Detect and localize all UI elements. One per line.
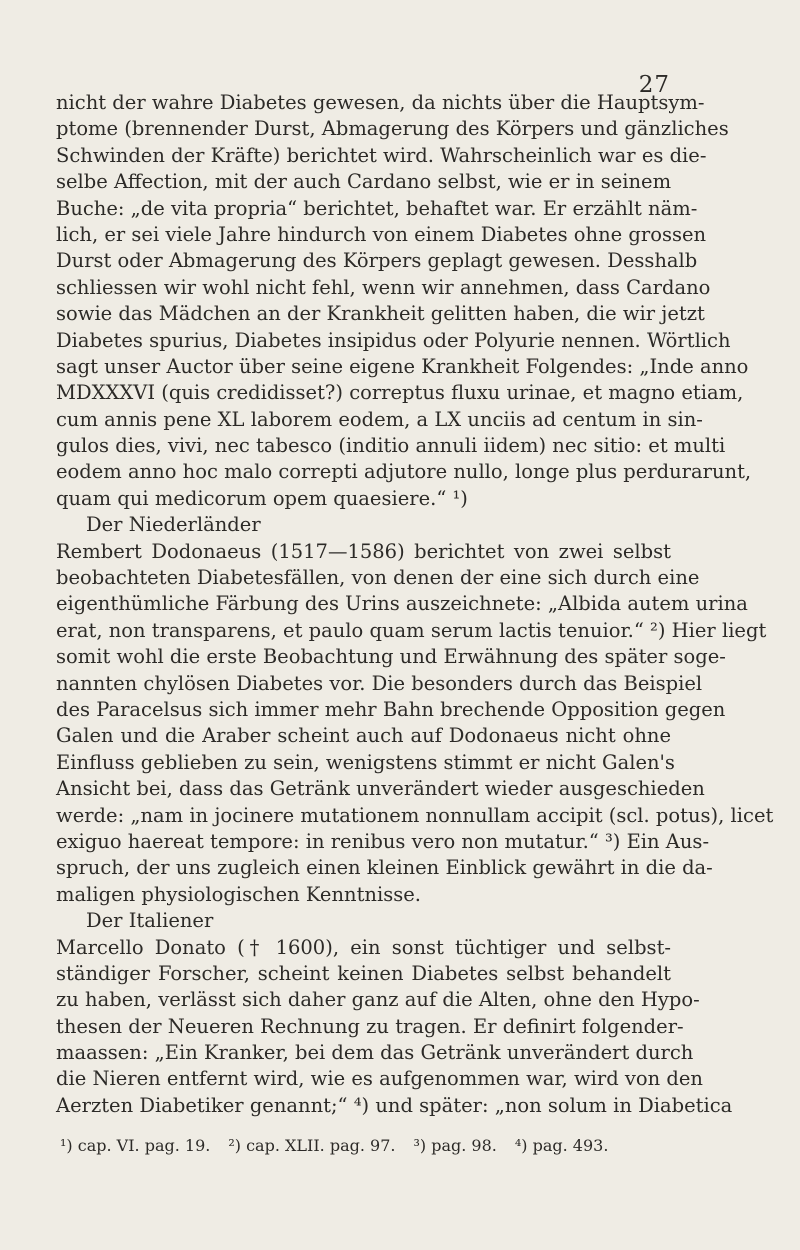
text-line: eigenthümliche Färbung des Urins auszeichnete: „Albida autem urina [56, 592, 748, 616]
text-line: erat, non transparens, et paulo quam serum lactis tenuior.“ ²) Hier liegt [56, 618, 767, 642]
text-line: Diabetes spurius, Diabetes insipidus oder Polyurie nennen. Wörtlich [56, 328, 731, 352]
text-line: lich, er sei viele Jahre hindurch von einem Diabetes ohne grossen [56, 222, 707, 246]
text-line: cum annis pene XL laborem eodem, a LX unciis ad centum in sin- [56, 407, 703, 431]
text-line: gulos dies, vivi, nec tabesco (inditio annuli iidem) nec sitio: et multi [56, 434, 726, 458]
text-line: quam qui medicorum opem quaesiere.“ ¹) [56, 486, 468, 510]
text-line: des Paracelsus sich immer mehr Bahn brechende Opposition gegen [56, 697, 726, 721]
text-line: beobachteten Diabetesfällen, von denen der eine sich durch eine [56, 566, 700, 590]
section-heading: Der Italiener [86, 909, 214, 933]
text-line: Galen und die Araber scheint auch auf Dodonaeus nicht ohne [56, 724, 671, 748]
text-line: sagt unser Auctor über seine eigene Krankheit Folgendes: „Inde anno [56, 354, 749, 378]
text-line: Ansicht bei, dass das Getränk unverändert wieder ausgeschieden [56, 777, 705, 801]
body-text [56, 90, 774, 1119]
text-line: schliessen wir wohl nicht fehl, wenn wir annehmen, dass Cardano [56, 275, 711, 299]
text-line: nicht der wahre Diabetes gewesen, da nichts über die Hauptsym- [56, 91, 705, 114]
section-heading: Der Niederländer [86, 513, 261, 537]
text-line: die Nieren entfernt wird, wie es aufgenommen war, wird von den [56, 1067, 703, 1091]
text-line: selbe Affection, mit der auch Cardano selbst, wie er in seinem [56, 170, 672, 194]
footnote: ¹) cap. VI. pag. 19. [60, 1136, 211, 1155]
text-line: spruch, der uns zugleich einen kleinen Einblick gewährt in die da- [56, 856, 713, 880]
text-line: sowie das Mädchen an der Krankheit gelitten haben, die wir jetzt [56, 302, 705, 326]
page-number: 27 [638, 72, 670, 98]
text-line: Marcello Donato († 1600), ein sonst tüchtiger und selbst- [56, 935, 671, 959]
text-line: Durst oder Abmagerung des Körpers geplagt gewesen. Desshalb [56, 249, 698, 273]
footnote: ²) cap. XLII. pag. 97. [228, 1136, 396, 1155]
text-line: Buche: „de vita propria“ berichtet, behaftet war. Er erzählt näm- [56, 196, 698, 220]
text-line: eodem anno hoc malo correpti adjutore nullo, longe plus perdurarunt, [56, 460, 752, 484]
text-line: Einfluss geblieben zu sein, wenigstens stimmt er nicht Galen's [56, 750, 675, 774]
text-line: maassen: „Ein Kranker, bei dem das Getränk unverändert durch [56, 1041, 694, 1065]
text-line: exiguo haereat tempore: in renibus vero non mutatur.“ ³) Ein Aus- [56, 829, 710, 853]
text-line: nannten chylösen Diabetes vor. Die besonders durch das Beispiel [56, 671, 703, 695]
text-line: Schwinden der Kräfte) berichtet wird. Wahrscheinlich war es die- [56, 143, 707, 167]
footnotes [60, 1136, 660, 1155]
text-line: werde: „nam in jocinere mutationem nonnullam accipit (scl. potus), licet [56, 803, 774, 827]
text-line: Rembert Dodonaeus (1517—1586) berichtet von zwei selbst [56, 539, 671, 563]
footnote: ⁴) pag. 493. [514, 1136, 609, 1155]
text-line: maligen physiologischen Kenntnisse. [56, 882, 421, 906]
text-line: somit wohl die erste Beobachtung und Erwähnung des später soge- [56, 645, 726, 669]
text-line: Aerzten Diabetiker genannt;“ ⁴) und später: „non solum in Diabetica [56, 1093, 733, 1117]
text-line: ständiger Forscher, scheint keinen Diabetes selbst behandelt [56, 961, 671, 985]
text-line: MDXXXVI (quis credidisset?) correptus fluxu urinae, et magno etiam, [56, 381, 744, 405]
footnote: ³) pag. 98. [413, 1136, 497, 1155]
text-line: zu haben, verlässt sich daher ganz auf die Alten, ohne den Hypo- [56, 988, 700, 1012]
text-line: thesen der Neueren Rechnung zu tragen. Er definirt folgender- [56, 1014, 684, 1038]
text-line: ptome (brennender Durst, Abmagerung des Körpers und gänzliches [56, 117, 729, 141]
